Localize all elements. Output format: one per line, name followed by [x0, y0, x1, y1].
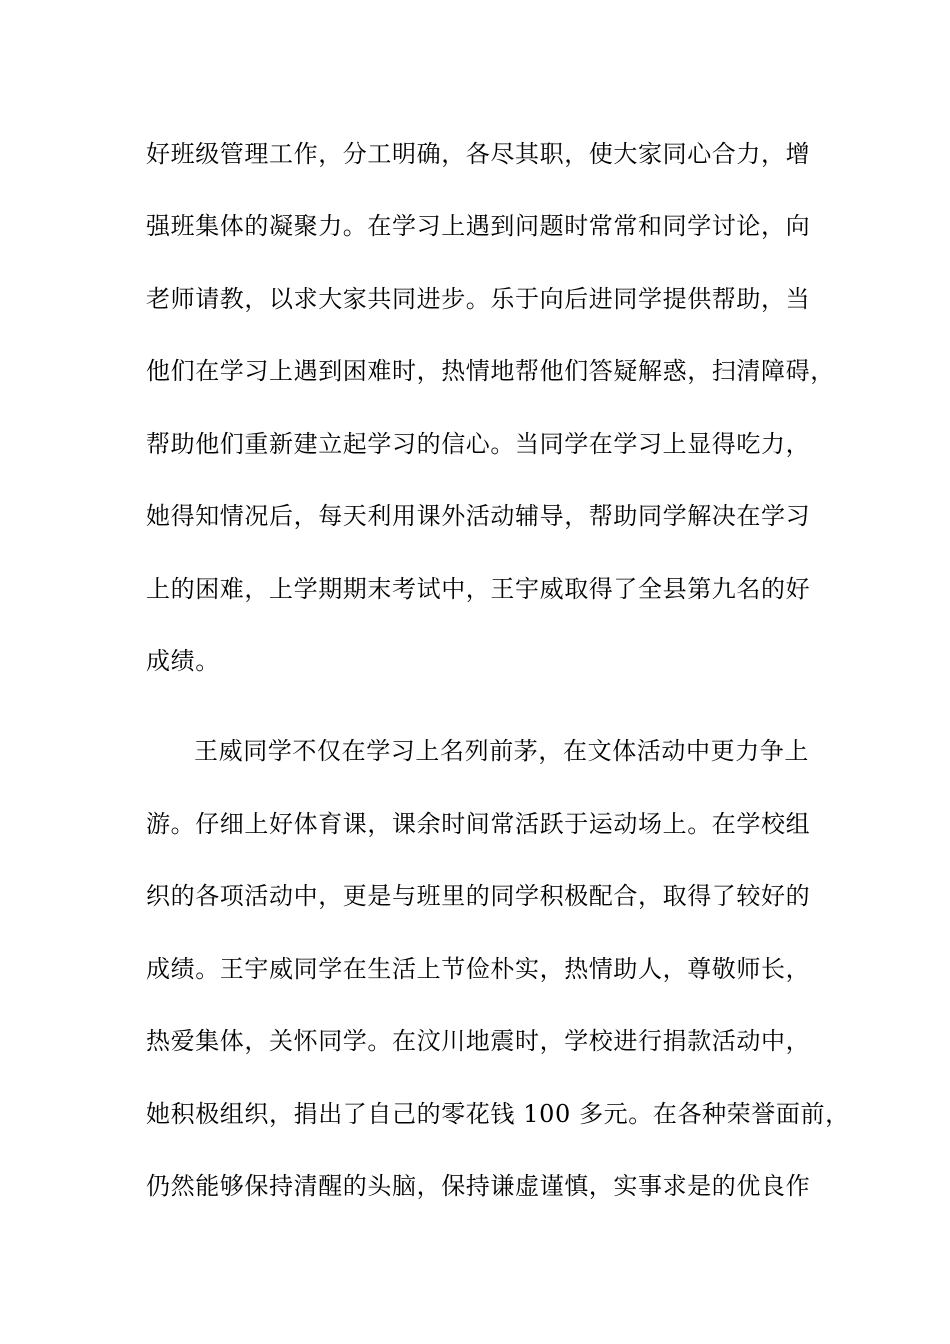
text-line: 她得知情况后，每天利用课外活动辅导，帮助同学解决在学习: [146, 502, 811, 530]
text-line: 他们在学习上遇到困难时，热情地帮他们答疑解惑，扫清障碍，: [146, 357, 835, 385]
text-line: 帮助他们重新建立起学习的信心。当同学在学习上显得吃力，: [146, 430, 811, 458]
text-line: 老师请教，以求大家共同进步。乐于向后进同学提供帮助，当: [146, 285, 811, 313]
text-line: 她积极组织，捐出了自己的零花钱 100 多元。在各种荣誉面前，: [146, 1100, 850, 1128]
text-line: 强班集体的凝聚力。在学习上遇到问题时常常和同学讨论，向: [146, 212, 811, 240]
paragraph-first-line: 王威同学不仅在学习上名列前茅，在文体活动中更力争上: [194, 737, 809, 765]
text-line: 热爱集体，关怀同学。在汶川地震时，学校进行捐款活动中，: [146, 1027, 811, 1055]
text-line: 好班级管理工作，分工明确，各尽其职，使大家同心合力，增: [146, 140, 811, 168]
text-line: 仍然能够保持清醒的头脑，保持谦虚谨慎，实事求是的优良作: [146, 1172, 811, 1200]
text-line: 织的各项活动中，更是与班里的同学积极配合，取得了较好的: [146, 882, 811, 910]
text-line: 上的困难，上学期期末考试中，王宇威取得了全县第九名的好: [146, 575, 811, 603]
text-line: 游。仔细上好体育课，课余时间常活跃于运动场上。在学校组: [146, 810, 811, 838]
text-line: 成绩。: [146, 647, 220, 675]
text-line: 成绩。王宇威同学在生活上节俭朴实，热情助人，尊敬师长，: [146, 955, 811, 983]
